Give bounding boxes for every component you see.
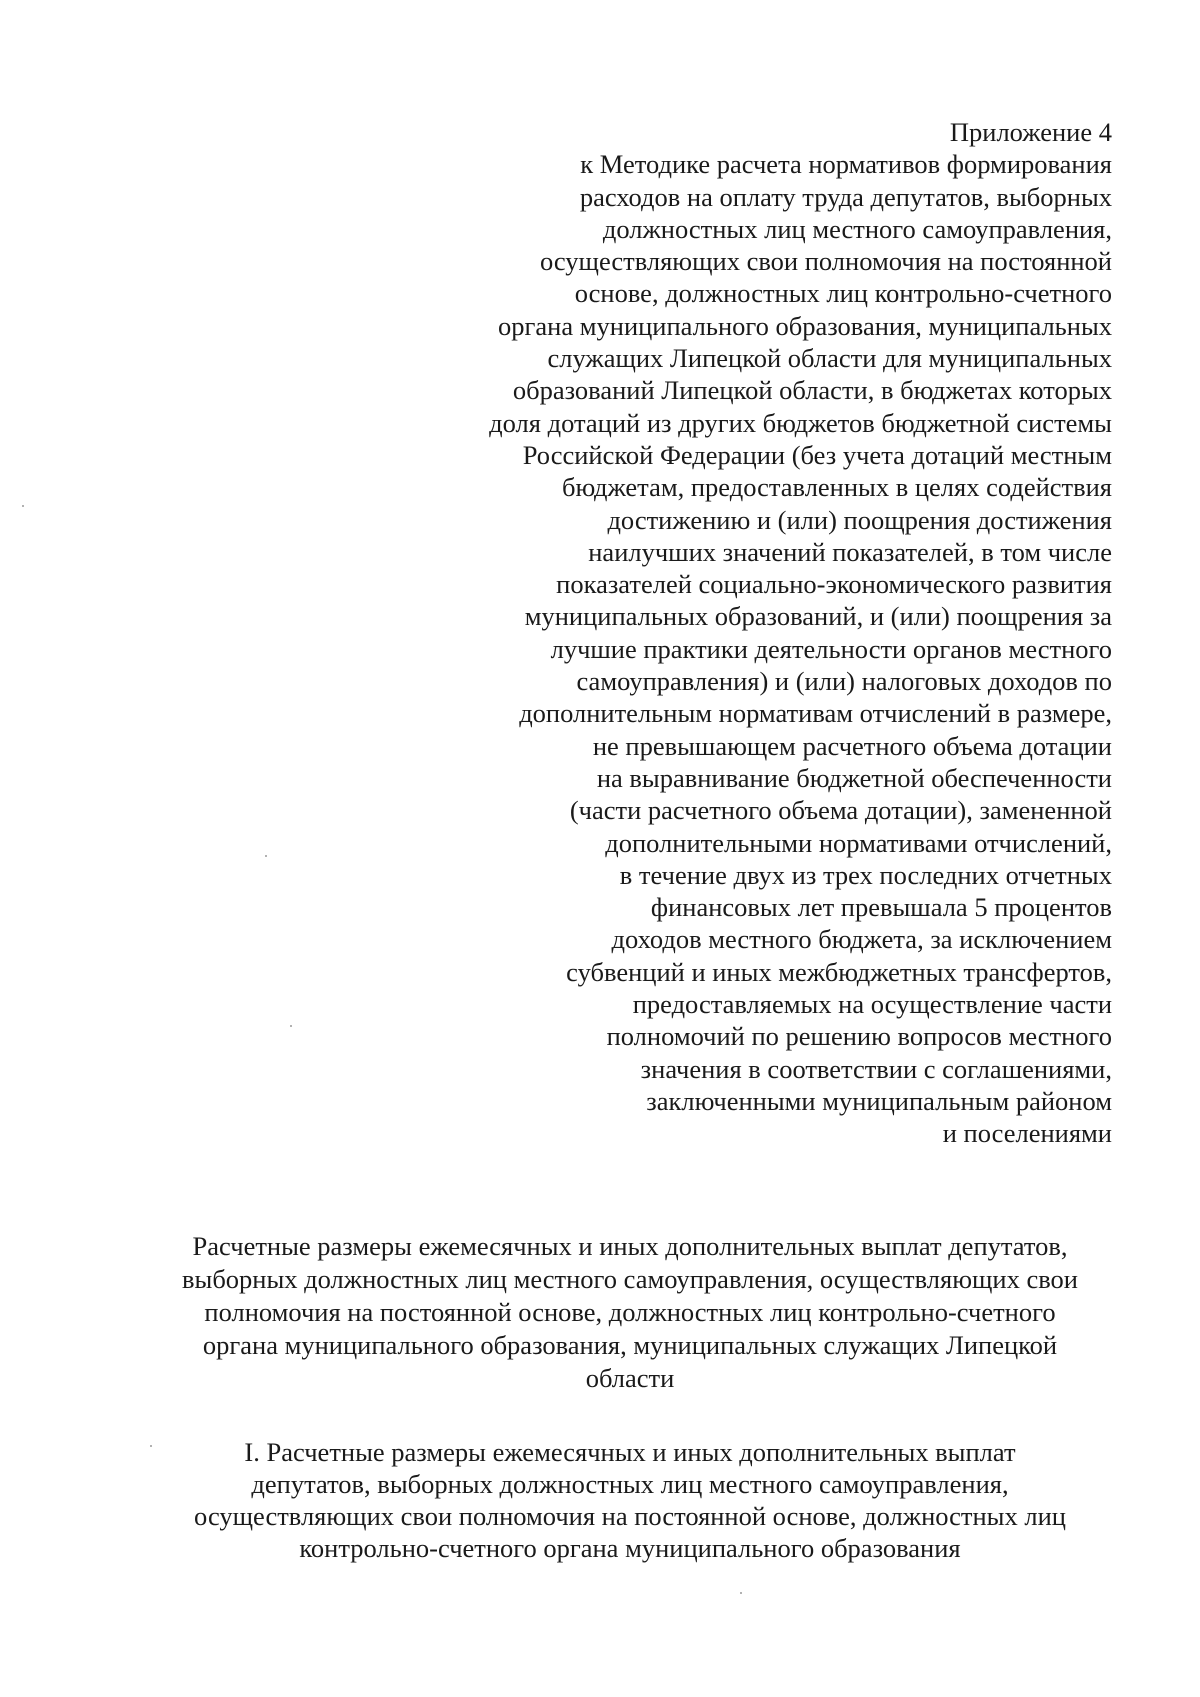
- title-line: области: [585, 1363, 675, 1393]
- scan-speck: [22, 505, 24, 507]
- appendix-line: образований Липецкой области, в бюджетах которых: [512, 375, 1112, 406]
- title-line: органа муниципального образования, муниципальных служащих Липецкой: [202, 1330, 1058, 1360]
- appendix-line: предоставляемых на осуществление части: [632, 989, 1112, 1020]
- appendix-line: значения в соответствии с соглашениями,: [640, 1053, 1112, 1084]
- appendix-line: Российской Федерации (без учета дотаций местным: [522, 439, 1112, 470]
- appendix-line: осуществляющих свои полномочия на постоянной: [539, 246, 1112, 277]
- scan-speck: [290, 1025, 292, 1027]
- appendix-line: лучшие практики деятельности органов местного: [550, 633, 1112, 664]
- appendix-line: основе, должностных лиц контрольно-счетного: [574, 278, 1112, 309]
- appendix-line: заключенными муниципальным районом: [646, 1085, 1112, 1116]
- title-line: Расчетные размеры ежемесячных и иных дополнительных выплат депутатов,: [192, 1231, 1068, 1261]
- appendix-header: [412, 116, 1112, 1150]
- document-title: [150, 1230, 1110, 1395]
- appendix-line: показателей социально-экономического развития: [556, 569, 1112, 600]
- appendix-line: бюджетам, предоставленных в целях содействия: [562, 472, 1112, 503]
- appendix-line: и поселениями: [942, 1118, 1112, 1149]
- section-heading-line: контрольно-счетного органа муниципального образования: [299, 1533, 961, 1563]
- title-line: полномочия на постоянной основе, должностных лиц контрольно-счетного: [204, 1297, 1056, 1327]
- appendix-line: дополнительным нормативам отчислений в размере,: [519, 698, 1112, 729]
- appendix-line: субвенций и иных межбюджетных трансфертов,: [566, 956, 1112, 987]
- appendix-line: муниципальных образований, и (или) поощрения за: [524, 601, 1112, 632]
- appendix-line: к Методике расчета нормативов формирования: [580, 149, 1112, 180]
- appendix-line: в течение двух из трех последних отчетных: [619, 859, 1112, 890]
- section-1-heading: [150, 1436, 1110, 1564]
- appendix-line: доля дотаций из других бюджетов бюджетной системы: [489, 407, 1112, 438]
- appendix-line: полномочий по решению вопросов местного: [606, 1021, 1112, 1052]
- appendix-line: Приложение 4: [949, 117, 1112, 147]
- appendix-line: не превышающем расчетного объема дотации: [592, 730, 1112, 761]
- appendix-line: доходов местного бюджета, за исключением: [611, 924, 1112, 955]
- appendix-line: на выравнивание бюджетной обеспеченности: [596, 762, 1112, 793]
- appendix-line: служащих Липецкой области для муниципальных: [547, 343, 1112, 374]
- appendix-line: финансовых лет превышала 5 процентов: [650, 892, 1112, 923]
- appendix-line: (части расчетного объема дотации), замененной: [569, 795, 1112, 826]
- appendix-line: самоуправления) и (или) налоговых доходов по: [576, 666, 1112, 697]
- section-heading-line: I. Расчетные размеры ежемесячных и иных дополнительных выплат: [244, 1437, 1016, 1467]
- scan-speck: [265, 855, 267, 857]
- appendix-line: наилучших значений показателей, в том числе: [588, 536, 1112, 567]
- scan-speck: [150, 1445, 152, 1447]
- appendix-line: должностных лиц местного самоуправления,: [602, 213, 1112, 244]
- section-heading-line: осуществляющих свои полномочия на постоянной основе, должностных лиц: [194, 1501, 1066, 1531]
- appendix-line: расходов на оплату труда депутатов, выборных: [579, 181, 1112, 212]
- section-heading-line: депутатов, выборных должностных лиц местного самоуправления,: [251, 1469, 1009, 1499]
- appendix-line: органа муниципального образования, муниципальных: [498, 310, 1112, 341]
- appendix-line: дополнительными нормативами отчислений,: [605, 827, 1112, 858]
- scan-speck: [740, 1592, 742, 1594]
- appendix-line: достижению и (или) поощрения достижения: [607, 504, 1112, 535]
- title-line: выборных должностных лиц местного самоуправления, осуществляющих свои: [182, 1264, 1078, 1294]
